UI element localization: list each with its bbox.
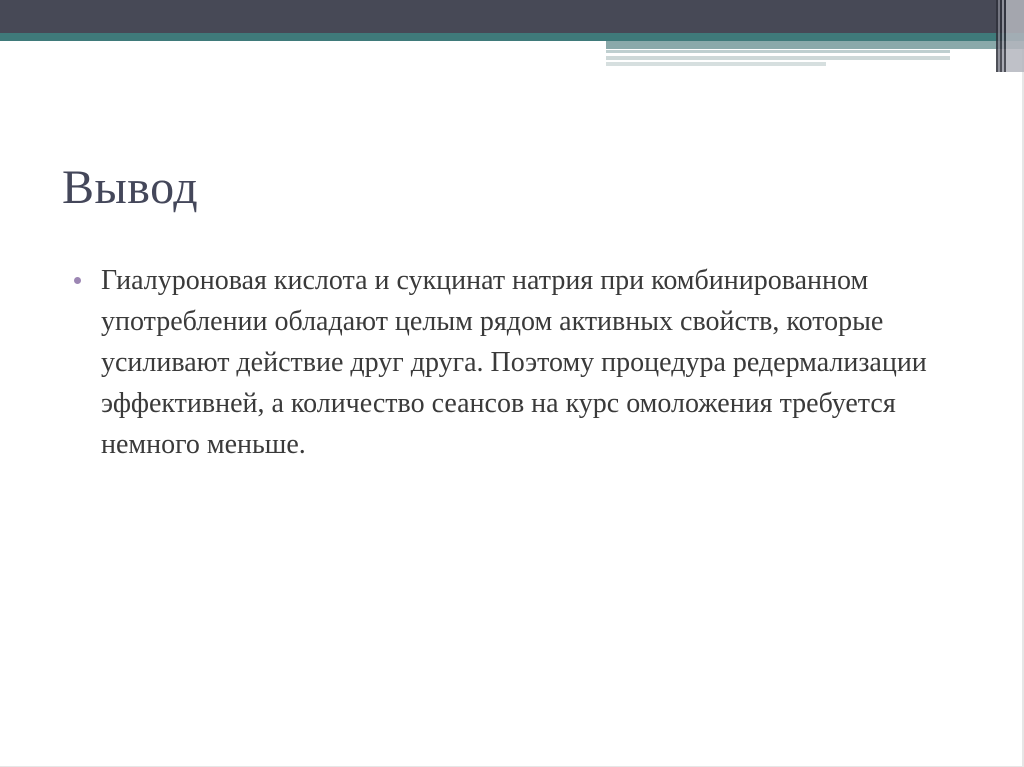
header-accent-line	[606, 50, 950, 53]
header-accent-line	[606, 62, 826, 66]
header-edge-stripes	[996, 0, 1024, 72]
header-band-teal	[0, 33, 1024, 41]
header-band-dark	[0, 0, 1024, 33]
slide-title: Вывод	[62, 161, 199, 214]
bullet-item	[74, 260, 954, 465]
header-accent-line	[606, 56, 950, 60]
header-accent-bar	[606, 41, 1024, 49]
bullet-text: Гиалуроновая кислота и сукцинат натрия при комбинированном употреблении обладают целым рядом активных свойств, которые усиливают действие друг друга. Поэтому процедура редермализации эффективней, а количество сеансов на курс омоложения требуется немного меньше.	[101, 265, 927, 460]
bullet-dot-icon	[74, 277, 81, 284]
slide-body	[74, 260, 954, 465]
